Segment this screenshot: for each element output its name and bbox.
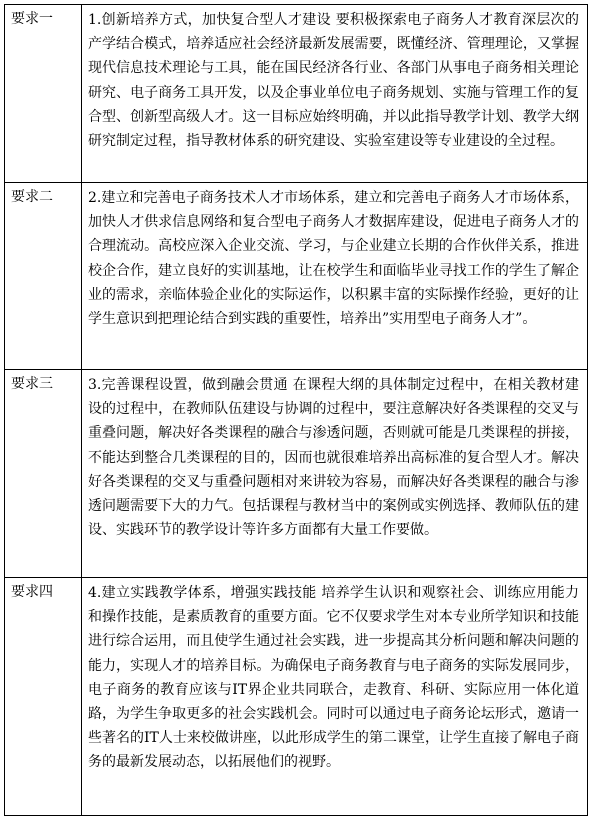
row-content: 1.创新培养方式，加快复合型人才建设 要积极探索电子商务人才教育深层次的产学结合模式，培养适应社会经济最新发展需要，既懂经济、管理理论，又掌握现代信息技术理论与工具，能在国民经济各行业、各部门从事电子商务相关理论研究、电子商务工具开发，以及企事业单位电子商务规划、实施与管理工作的复合型、创新型高级人才。这一目标应始终明确，并以此指导教学计划、教学大纲研究制定过程，指导教材体系的研究建设、实验室建设等专业建设的全过程。 [88,12,579,150]
row-label: 要求三 [11,376,53,392]
row-label: 要求一 [11,11,53,27]
row-content: 4.建立实践教学体系，增强实践技能 培养学生认识和观察社会、训练应用能力和操作技能，是素质教育的重要方面。它不仅要求学生对本专业所学知识和技能进行综合运用，而且使学生通过社会实践，进一步提高其分析问题和解决问题的能力，实现人才的培养目标。为确保电子商务教育与电子商务的实际发展同步，电子商务的教育应该与IT界企业共同联合，走教育、科研、实际应用一体化道路，为学生争取更多的社会实践机会。同时可以通过电子商务论坛形式，邀请一些著名的IT人士来校做讲座，以此形成学生的第二课堂，让学生直接了解电子商务的最新发展动态，以拓展他们的视野。 [88,585,579,771]
requirements-table [4,4,588,816]
table-row [5,578,588,816]
row-content: 3.完善课程设置，做到融会贯通 在课程大纲的具体制定过程中，在相关教材建设的过程中，在教师队伍建设与协调的过程中，要注意解决好各类课程的交叉与重叠问题，解决好各类课程的融合与渗透问题，否则就可能是几类课程的拼接，不能达到整合几类课程的目的，因而也就很难培养出高标准的复合型人才。解决好各类课程的交叉与重叠问题相对来讲较为容易，而解决好各类课程的融合与渗透问题需要下大的力气。包括课程与教材当中的案例或实例选择、教师队伍的建设、实践环节的教学设计等许多方面都有大量工作要做。 [88,377,579,539]
table-row [5,183,588,370]
row-label: 要求四 [11,584,53,600]
row-label-cell [5,578,82,816]
row-content: 2.建立和完善电子商务技术人才市场体系，建立和完善电子商务人才市场体系，加快人才供求信息网络和复合型电子商务人才数据库建设，促进电子商务人才的合理流动。高校应深入企业交流、学习，与企业建立长期的合作伙伴关系，推进校企合作，建立良好的实训基地，让在校学生和面临毕业寻找工作的学生了解企业的需求，亲临体验企业化的实际运作，以积累丰富的实际操作经验，更好的让学生意识到把理论结合到实践的重要性，培养出”实用型电子商务人才”。 [88,190,579,328]
table-row [5,370,588,578]
row-label-cell [5,5,82,183]
row-content-cell [82,578,588,816]
row-label-cell [5,370,82,578]
row-content-cell [82,183,588,370]
row-content-cell [82,370,588,578]
row-label-cell [5,183,82,370]
row-content-cell [82,5,588,183]
row-label: 要求二 [11,189,53,205]
table-row [5,5,588,183]
